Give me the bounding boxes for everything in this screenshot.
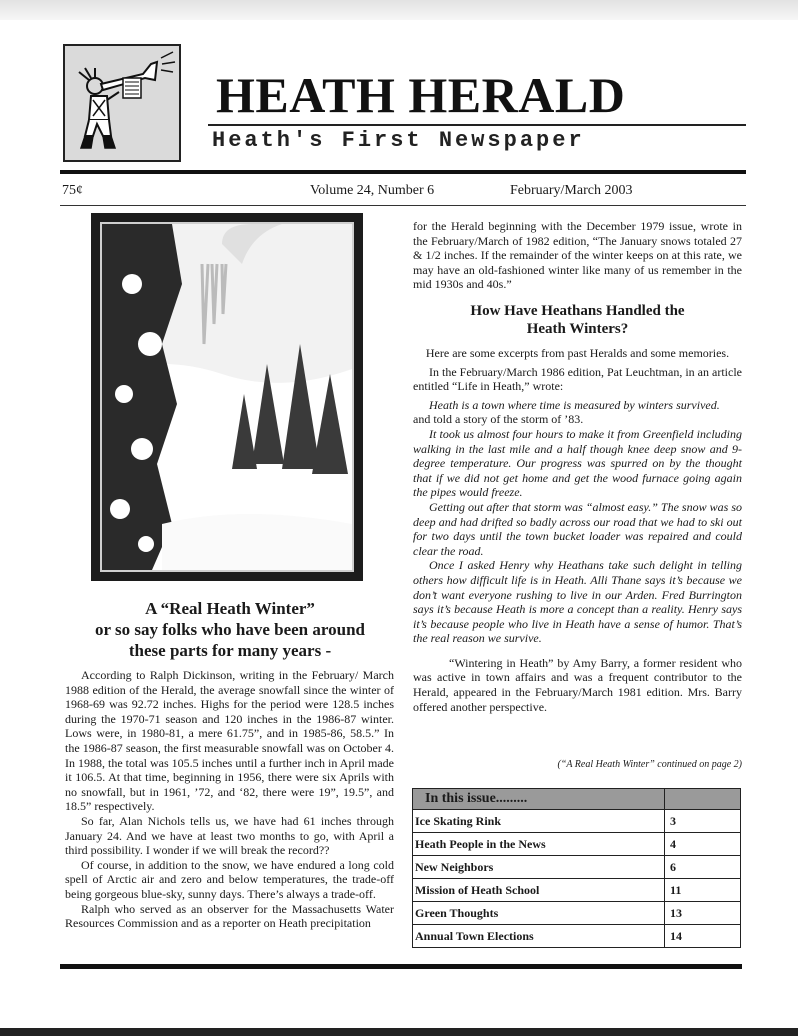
toc-title: Green Thoughts bbox=[413, 902, 665, 925]
paragraph: So far, Alan Nichols tells us, we have had 61 inches through January 24. And we have at least two months to go, with April a third possibility. I wonder if we will break the record?? bbox=[65, 813, 394, 858]
quote: It took us almost four hours to make it from Greenfield including walking in the last mile and a half though knee deep snow and 9-degree temperature. Our progress was spurred on by the thought that if we did not get home and get the wood furnace going again the pipes would freeze. bbox=[413, 426, 742, 500]
winter-scene-photo bbox=[100, 222, 354, 572]
headline-line-2: or so say folks who have been around bbox=[94, 620, 365, 639]
toc-page: 11 bbox=[665, 879, 741, 902]
toc-page: 6 bbox=[665, 856, 741, 879]
toc-title: Annual Town Elections bbox=[413, 925, 665, 948]
toc-title: Mission of Heath School bbox=[413, 879, 665, 902]
issue-date: February/March 2003 bbox=[510, 183, 633, 198]
toc-page-header bbox=[665, 789, 741, 810]
feature-body-left bbox=[65, 668, 394, 931]
toc-row bbox=[413, 833, 741, 856]
toc-row bbox=[413, 879, 741, 902]
feature-body-right bbox=[413, 219, 742, 292]
paragraph: Ralph who served as an observer for the Massachusetts Water Resources Commission and as a reporter on Heath precipitation bbox=[65, 901, 394, 931]
headline-line-3: these parts for many years - bbox=[128, 641, 332, 660]
toc-row bbox=[413, 810, 741, 833]
toc-page: 13 bbox=[665, 902, 741, 925]
toc-title: Ice Skating Rink bbox=[413, 810, 665, 833]
toc-page: 14 bbox=[665, 925, 741, 948]
in-this-issue-table bbox=[412, 788, 741, 948]
viewer-bottom-bar bbox=[0, 1028, 798, 1036]
newspaper-subtitle: Heath's First Newspaper bbox=[212, 128, 585, 153]
feature-headline bbox=[66, 598, 394, 661]
masthead-divider bbox=[60, 170, 746, 174]
section-intro: Here are some excerpts from past Heralds and some memories. bbox=[425, 346, 730, 360]
section-heading-line-1: How Have Heathans Handled the bbox=[470, 303, 685, 319]
meta-divider bbox=[60, 205, 746, 206]
toc-title: New Neighbors bbox=[413, 856, 665, 879]
toc-header-row bbox=[413, 789, 741, 810]
paragraph: In the February/March 1986 edition, Pat Leuchtman, in an article entitled “Life in Heath,” wrote: bbox=[413, 364, 742, 394]
headline-line-1: A “Real Heath Winter” bbox=[145, 599, 315, 618]
winter-photo bbox=[91, 213, 363, 581]
paragraph: for the Herald beginning with the December 1979 issue, wrote in the February/March of 1982 edition, “The January snows totaled 27 & 1/2 inches. If the remainder of the winter keeps on at this rate, we may have an old-fashioned winter like many of us remember in the mid 1930s and 40s.” bbox=[413, 219, 742, 292]
toc-row bbox=[413, 902, 741, 925]
section-heading bbox=[413, 302, 742, 338]
title-rule bbox=[208, 124, 746, 126]
volume-number: Volume 24, Number 6 bbox=[310, 183, 435, 198]
herald-trumpeter-icon bbox=[65, 46, 179, 160]
toc-row bbox=[413, 856, 741, 879]
quote: Once I asked Henry why Heathans take such delight in telling others how difficult life is in Heath. Alli Thane says it’s because we don’t want everyone rushing to live in our Arden. Fred Burrington says it’s because Heath is more a concept than a reality. Henry says it’s because people who live in Heath have a sense of humor. That’s the real reason we survive. bbox=[413, 558, 742, 646]
toc-page: 4 bbox=[665, 833, 741, 856]
paragraph: and told a story of the storm of ’83. bbox=[413, 412, 584, 427]
quote: Heath is a town where time is measured by winters survived. bbox=[429, 397, 720, 412]
toc-heading: In this issue......... bbox=[413, 789, 665, 810]
paragraph: Of course, in addition to the snow, we have endured a long cold spell of Arctic air and zero and below temperatures, the trade-off being gorgeous blue-sky, sunny days. There’s always a trade-off. bbox=[65, 857, 394, 901]
quote: Getting out after that storm was “almost easy.” The snow was so deep and had drifted so badly across our road that we had to ski out for two days until the town bucket loader was repaired and could clear the road. bbox=[413, 499, 742, 558]
newspaper-title: HEATH HERALD bbox=[216, 67, 626, 123]
masthead-logo bbox=[63, 44, 181, 162]
paragraph: “Wintering in Heath” by Amy Barry, a former resident who was active in town affairs and was a frequent contributor to the Herald, appeared in the February/March 1981 edition. Mrs. Barry offered another perspective. bbox=[413, 655, 742, 714]
toc-title: Heath People in the News bbox=[413, 833, 665, 856]
section-body bbox=[413, 346, 742, 714]
section-heading-line-2: Heath Winters? bbox=[526, 321, 629, 337]
toc-row bbox=[413, 925, 741, 948]
page-end-rule bbox=[60, 964, 742, 969]
price: 75¢ bbox=[62, 183, 83, 198]
continued-note: (“A Real Heath Winter” continued on page 2) bbox=[557, 759, 742, 770]
viewer-top-bar bbox=[0, 0, 798, 20]
paragraph: According to Ralph Dickinson, writing in the February/ March 1988 edition of the Herald, the average snowfall since the winter of 1968-69 was 92.72 inches. Highs for the period were 128.5 inches during the 1970-71 season and 120 inches in the 1986-87 winter. Lows were, in 1980-81, a mere 61.75”, and in 1985-86, 58.5.” In the 1986-87 season, the first measurable snowfall was on October 4. In 1988, the total was 105.5 inches until a further inch in April made it 106.5. At that time, beginning in 1956, there were six Aprils with no snowfall, but in 1961, ’72, and ‘82, there were 19”, 19.5”, and 18.5” respectively. bbox=[65, 668, 394, 814]
toc-page: 3 bbox=[665, 810, 741, 833]
